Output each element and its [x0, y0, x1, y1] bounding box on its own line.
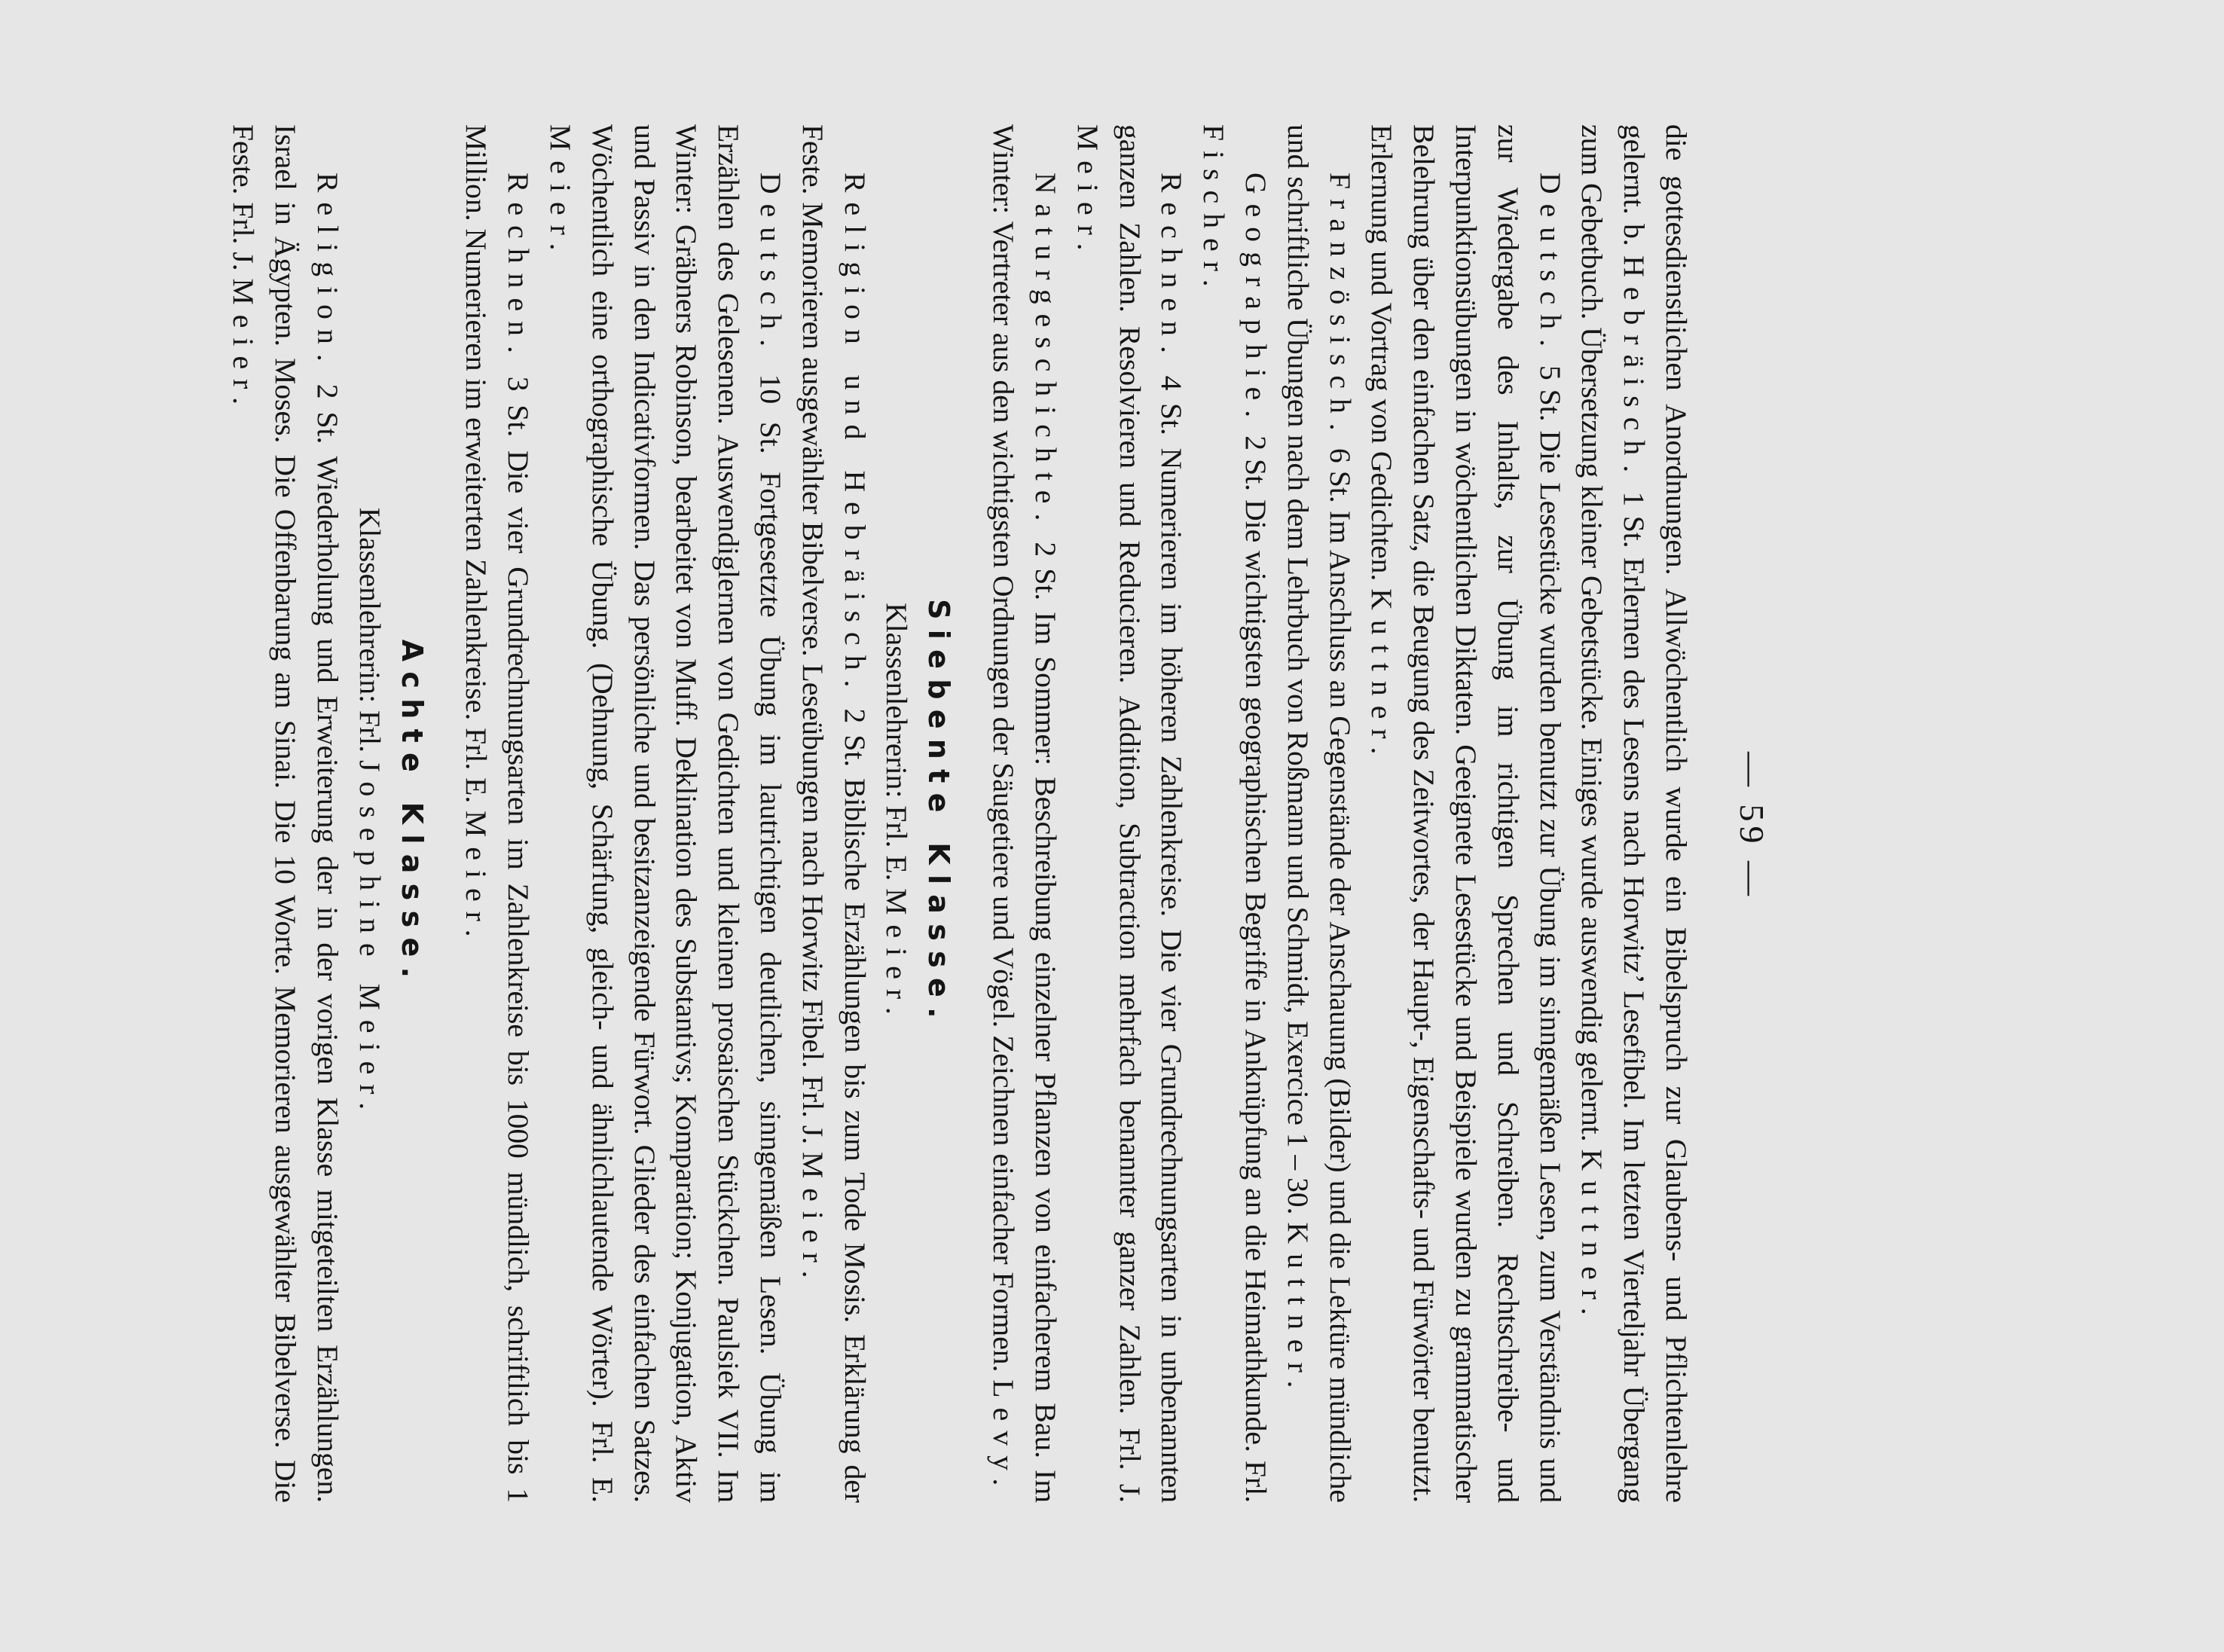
subject-deutsch: Deutsch.	[754, 173, 788, 357]
subject-franzoesisch: Französisch.	[1323, 173, 1357, 441]
subject-rechnen: Rechnen.	[1155, 173, 1189, 363]
teacher-name: Meier.	[1071, 124, 1104, 261]
subject-deutsch: Deutsch.	[1533, 173, 1567, 357]
paragraph-text: 2 St. Wiederholung und Erweiterung der in der vorigen Klasse mitgeteilten Erzählungen. Israel in Ägypten. Moses. Die Offenbarung am Sinai. Die 10 Worte. Memorieren ausgewählter Bibelverse. Die Feste. Frl. J.	[227, 124, 344, 1503]
teacher-name: Kuttner.	[1575, 1149, 1609, 1325]
paragraph-franzoesisch	[1276, 124, 1361, 1503]
subject-religion-und-hebraeisch: Religion und Hebräisch.	[838, 173, 872, 698]
teacher-name: Meier.	[796, 1151, 829, 1288]
paragraph-text: 2 St. Im Sommer: Beschreibung einzelner Pflanzen von einfacherem Bau. Im Winter: Vertreter aus den wichtigsten Ordnungen der Säugetiere und Vögel. Zeichnen einfacher Formen.	[987, 124, 1063, 1503]
class-teacher-label: Klassenlehrerin: Frl.	[353, 507, 386, 760]
paragraph-religion-und-hebraeisch	[791, 124, 875, 1503]
subject-geographie: Geographie.	[1239, 173, 1273, 428]
teacher-name: Fischer.	[1197, 124, 1231, 297]
subject-religion: Religion.	[310, 173, 344, 371]
section-heading-siebente-klasse: Siebente Klasse.	[922, 599, 956, 1028]
teacher-name: Kuttner.	[1281, 1222, 1315, 1398]
paragraph-deutsch	[1361, 124, 1571, 1503]
class-teacher-line	[875, 124, 918, 1503]
teacher-name: Meier.	[227, 278, 261, 415]
teacher-name: Kuttner.	[1365, 588, 1399, 765]
paragraph-text: 4 St. Numerieren im höheren Zahlenkreise. Die vier Grundrechnungsarten in unbenannten ganzen Zahlen. Resolvieren und Reducieren. Addition, Subtraction mehrfach benannter ganzer Zahlen. Frl. J.	[1113, 124, 1189, 1503]
subject-hebrew: Hebräisch.	[1618, 255, 1651, 483]
teacher-name: Meier.	[544, 124, 578, 261]
paragraph-text: 5 St. Die Lesestücke wurden benutzt zur Übung im sinngemäßen Lesen, zum Verständnis und zur Wiedergabe des Inhalts, zur Übung im richtigen Sprechen und Schreiben. Rechtschreibe- und Interpunktionsübungen in wöchentlichen Diktaten. Geeignete Lesestücke und Beispiele wurden zu grammatischer Belehrung über den einfachen Satz, die Beugung des Zeitwortes, der Haupt-, Eigenschafts- und Fürwörter benutzt. Erlernung und Vortrag von Gedichten.	[1365, 124, 1567, 1503]
paragraph-text: die gottesdienstlichen Anordnungen. Allwöchentlich wurde ein Bibelspruch zur Glaubens- und Pflichtenlehre gelernt. b.	[1618, 124, 1693, 1503]
class-teacher-label: Klassenlehrerin: Frl. E.	[880, 603, 914, 889]
teacher-name: Levy.	[987, 1379, 1021, 1496]
subject-naturgeschichte: Naturgeschichte.	[1029, 173, 1063, 531]
paragraph-religion-achte	[222, 124, 348, 1503]
paragraph-text: 2 St. Die wichtigsten geographischen Begriffe in Anknüpfung an die Heimathkunde. Frl.	[1239, 427, 1273, 1503]
paragraph-naturgeschichte	[982, 124, 1066, 1503]
teacher-name: Meier.	[460, 811, 493, 947]
paragraph-rechnen	[1066, 124, 1192, 1503]
paragraph-rechnen-siebente	[455, 124, 539, 1503]
teacher-name: Meier.	[880, 888, 914, 1024]
paragraph-geographie	[1192, 124, 1276, 1503]
page-number: — 59 —	[1733, 752, 1771, 900]
paragraph-text: 3 St. Die vier Grundrechnungsarten im Zahlenkreise bis 1000 mündlich, schriftlich bis 1 Million. Numerieren im erweiterten Zahlenkreise. Frl. E.	[460, 124, 536, 1503]
class-teacher-line	[348, 124, 390, 1503]
paragraph-deutsch-siebente	[539, 124, 791, 1503]
paragraph-text: 10 St. Fortgesetzte Übung im lautrichtigen deutlichen, sinngemäßen Lesen. Übung im Erzählen des Gelesenen. Auswendiglernen von Gedichten und kleinen prosaischen Stückchen. Paulsiek VII. Im Winter: Gräbners Robinson, bearbeitet von Muff. Deklination des Substantivs; Komparation; Konjugation, Aktiv und Passiv in den Indicativformen. Das persönliche und besitzanzeigende Fürwort. Glieder des einfachen Satzes. Wöchentlich eine orthographische Übung. (Dehnung, Schärfung, gleich- und ähnlichlautende Wörter). Frl. E.	[585, 124, 788, 1503]
paragraph-text: 6 St. Im Anschluss an Gegenstände der Anschauung (Bilder) und die Lektüre mündliche und schriftliche Übungen nach dem Lehrbuch von Roßmann und Schmidt, Exercice 1 – 30.	[1281, 124, 1357, 1503]
paragraph-text: 1 St. Erlernen des Lesens nach Horwitz’ Lesefibel. Im letzten Vierteljahr Übergang zum Gebetbuch. Übersetzung kleiner Gebetstücke. Einiges wurde auswendig gelernt.	[1575, 124, 1651, 1503]
subject-rechnen: Rechnen.	[502, 173, 536, 363]
section-heading-achte-klasse: Achte Klasse.	[395, 639, 429, 988]
paragraph-religion-hebrew-continued	[1571, 124, 1697, 1503]
page-body	[222, 124, 1697, 1503]
teacher-name: Josephine Meier.	[353, 759, 386, 1120]
paragraph-text: 2 St. Biblische Erzählungen bis zum Tode Mosis. Erklärung der Feste. Memorieren ausgewählter Bibelverse. Leseübungen nach Horwitz Fibel. Frl. J.	[796, 124, 872, 1503]
